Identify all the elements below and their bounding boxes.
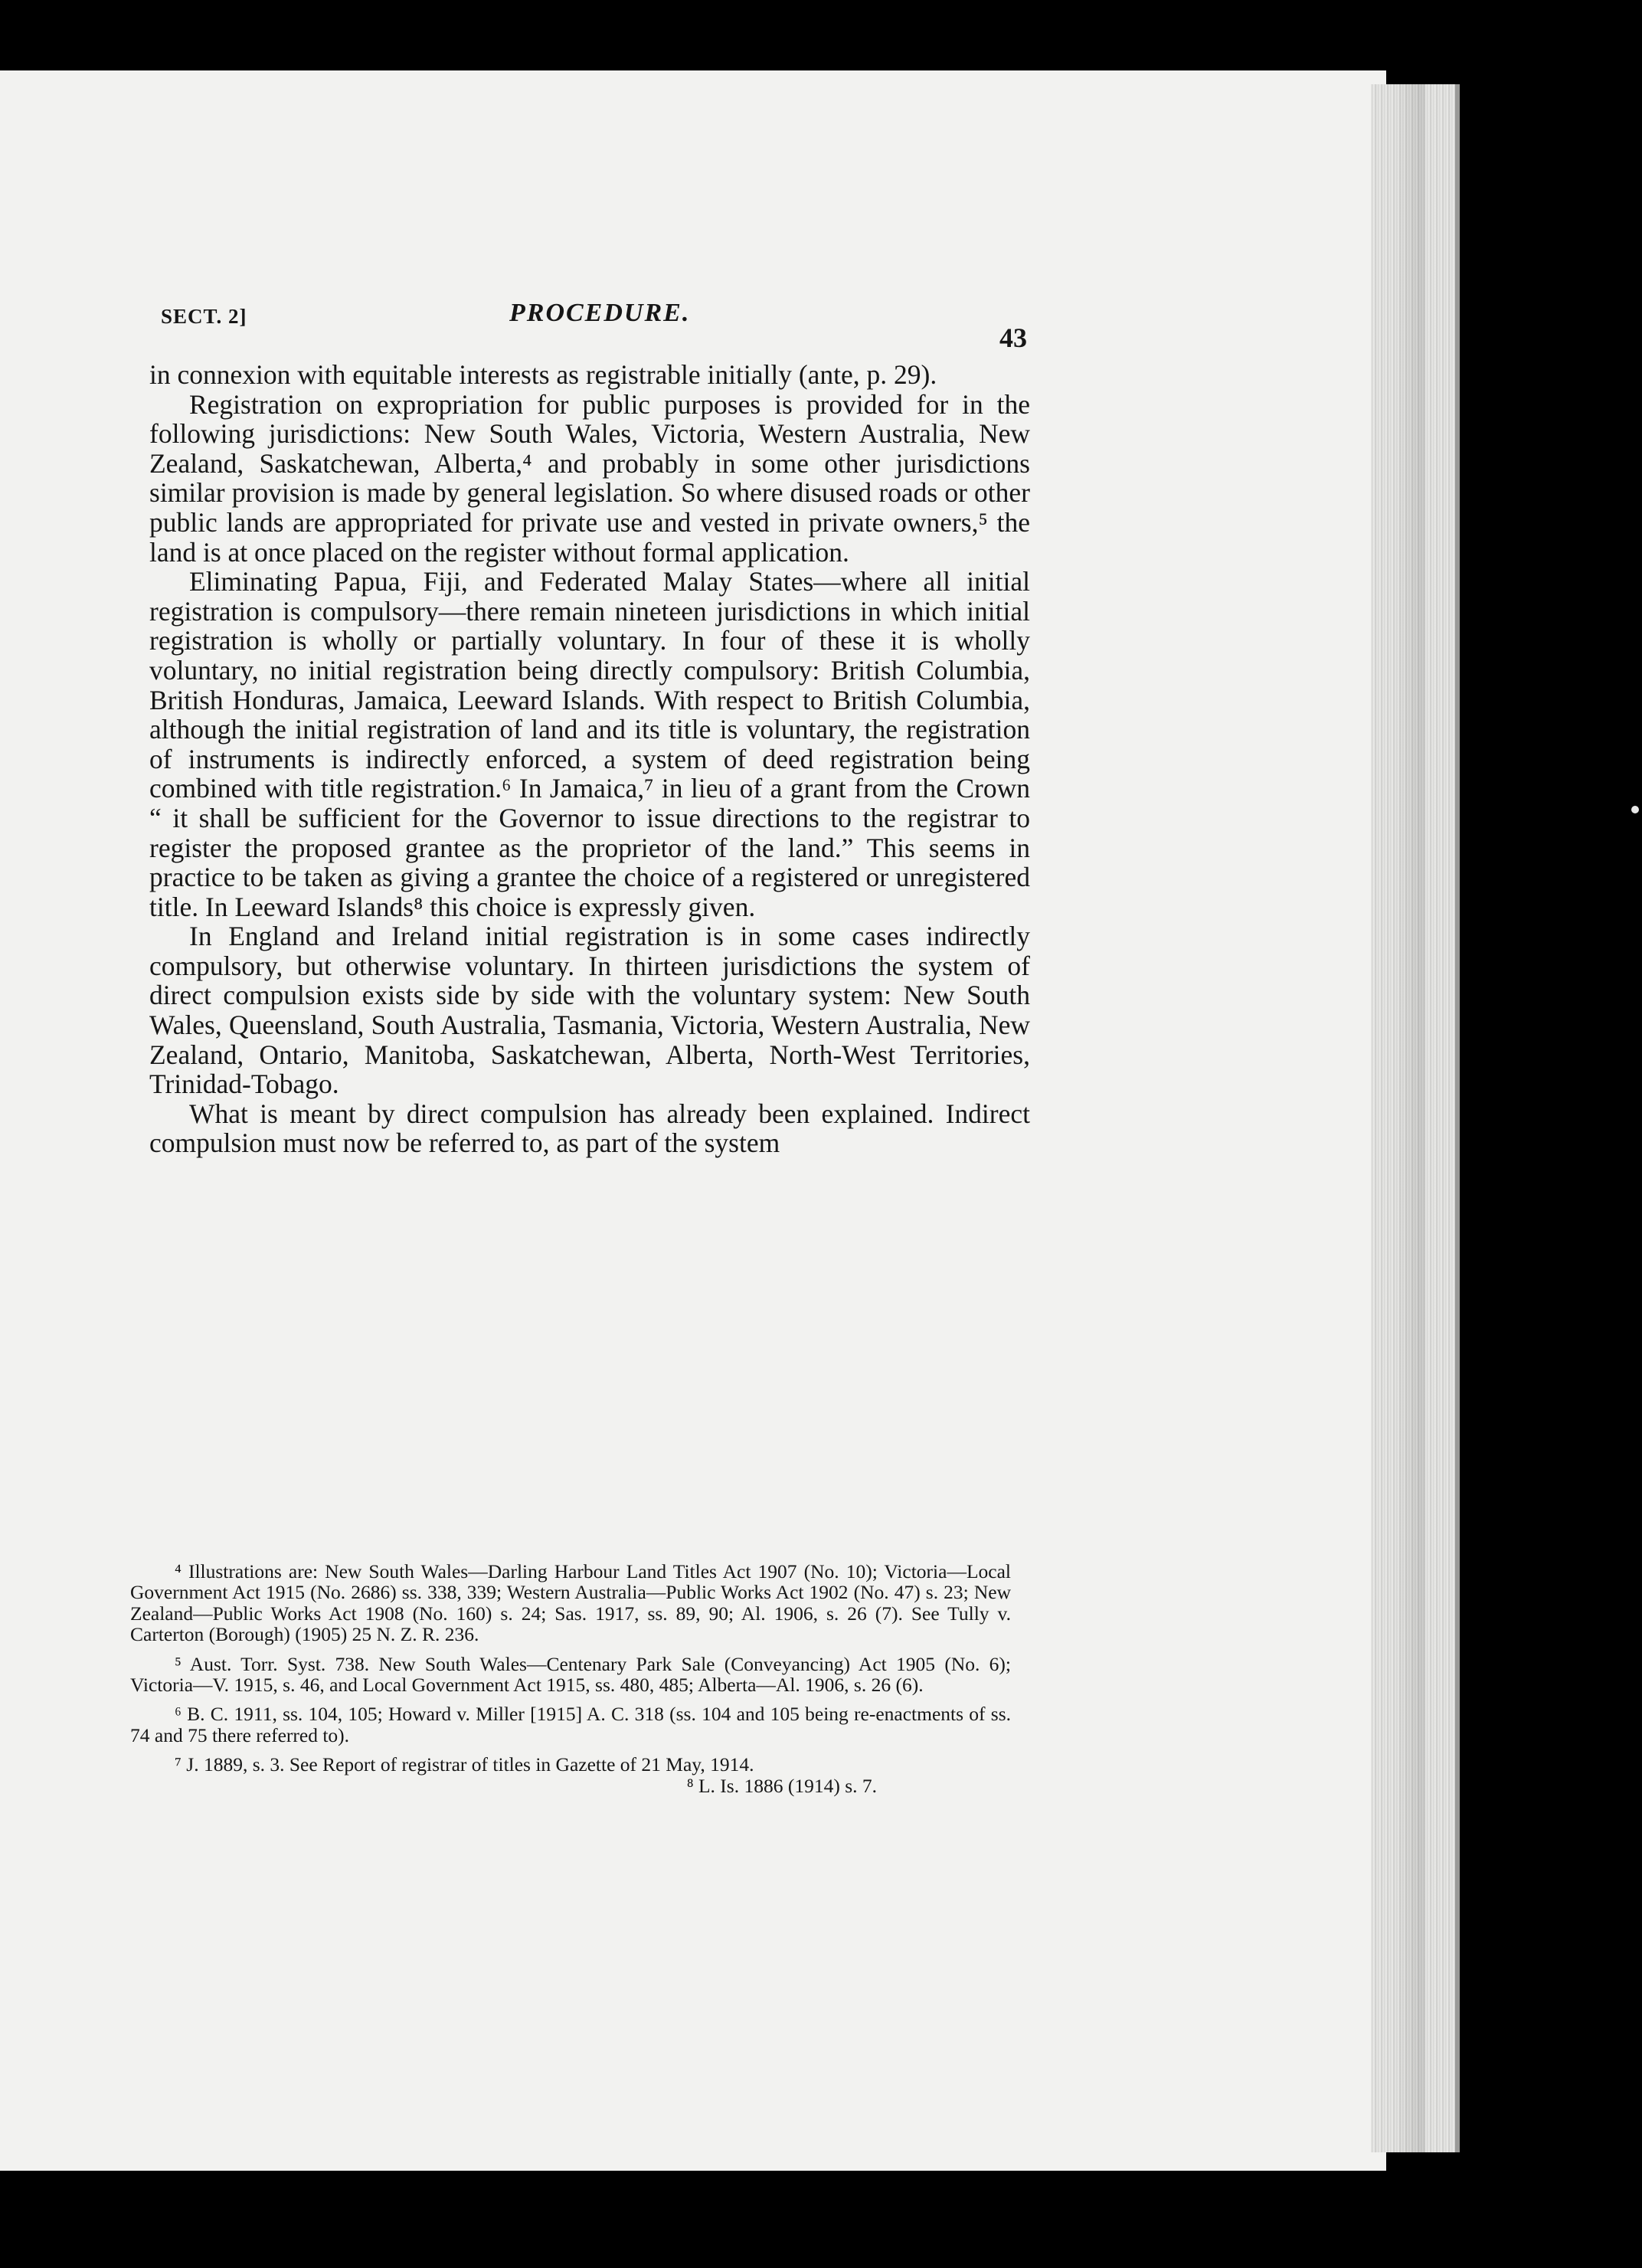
footnote-4: ⁴ Illustrations are: New South Wales—Darling Harbour Land Titles Act 1907 (No. 10); Victoria—Local Government Act 1915 (No. 2686) ss. 338, 339; Western Australia—Public Works Act 1902 (No. 47) s. 23; New Zealand—Public Works Act 1908 (No. 160) s. 24; Sas. 1917, ss. 89, 90; Al. 1906, s. 26 (7). See Tully v. Carterton (Borough) (1905) 25 N. Z. R. 236.: [130, 1560, 1011, 1646]
footnote-8-row: [130, 1775, 1011, 1796]
paragraph-voluntary: Eliminating Papua, Fiji, and Federated Malay States—where all initial registration is compulsory—there remain nineteen jurisdictions in which initial registration is wholly or partially voluntary. In four of these it is wholly voluntary, no initial registration being directly compulsory: British Columbia, British Honduras, Jamaica, Leeward Islands. With respect to British Columbia, although the initial registration of land and its title is voluntary, the registration of instruments is indirectly enforced, a system of deed registration being combined with title registration.⁶ In Jamaica,⁷ in lieu of a grant from the Crown “ it shall be sufficient for the Governor to issue directions to the registrar to register the proposed grantee as the proprietor of the land.” This seems in practice to be taken as giving a grantee the choice of a registered or unregistered title. In Leeward Islands⁸ this choice is expressly given.: [149, 566, 1030, 922]
paragraph-continuation: in connexion with equitable interests as registrable initially (ante, p. 29).: [149, 359, 937, 390]
section-label: SECT. 2]: [161, 305, 247, 328]
paragraph-expropriation: Registration on expropriation for public purposes is provided for in the following jurisdictions: New South Wales, Victoria, Western Australia, New Zealand, Saskatchewan, Alberta,⁴ and probably in some other jurisdictions similar provision is made by general legislation. So where disused roads or other public lands are appropriated for private use and vested in private owners,⁵ the land is at once placed on the register without formal application.: [149, 388, 1030, 568]
footnote-7: ⁷ J. 1889, s. 3. See Report of registrar of titles in Gazette of 21 May, 1914.: [175, 1753, 754, 1776]
running-title: PROCEDURE.: [509, 299, 691, 327]
paragraph-compulsion: In England and Ireland initial registration is in some cases indirectly compulsory, but otherwise voluntary. In thirteen jurisdictions the system of direct compulsion exists side by side with the voluntary system: New South Wales, Queensland, South Australia, Tasmania, Victoria, Western Australia, New Zealand, Ontario, Manitoba, Saskatchewan, Alberta, North-West Territories, Trinidad-Tobago.: [149, 921, 1030, 1100]
main-text: [149, 360, 1030, 1158]
footnote-5: ⁵ Aust. Torr. Syst. 738. New South Wales—Centenary Park Sale (Conveyancing) Act 1905 (No. 6); Victoria—V. 1915, s. 46, and Local Government Act 1915, ss. 480, 485; Alberta—Al. 1906, s. 26 (6).: [130, 1652, 1011, 1697]
page-edge-shadow: [1394, 84, 1424, 2152]
footnote-6: ⁶ B. C. 1911, ss. 104, 105; Howard v. Miller [1915] A. C. 318 (ss. 104 and 105 being re-enactments of ss. 74 and 75 there referred to).: [130, 1703, 1011, 1746]
page-number: 43: [999, 322, 1027, 353]
footnote-8: ⁸ L. Is. 1886 (1914) s. 7.: [686, 1774, 877, 1797]
scan-speck: [1631, 806, 1639, 813]
footnotes: [130, 1561, 1011, 1796]
running-header: [161, 299, 1034, 353]
paragraph-indirect: What is meant by direct compulsion has already been explained. Indirect compulsion must now be referred to, as part of the system: [149, 1098, 1030, 1159]
